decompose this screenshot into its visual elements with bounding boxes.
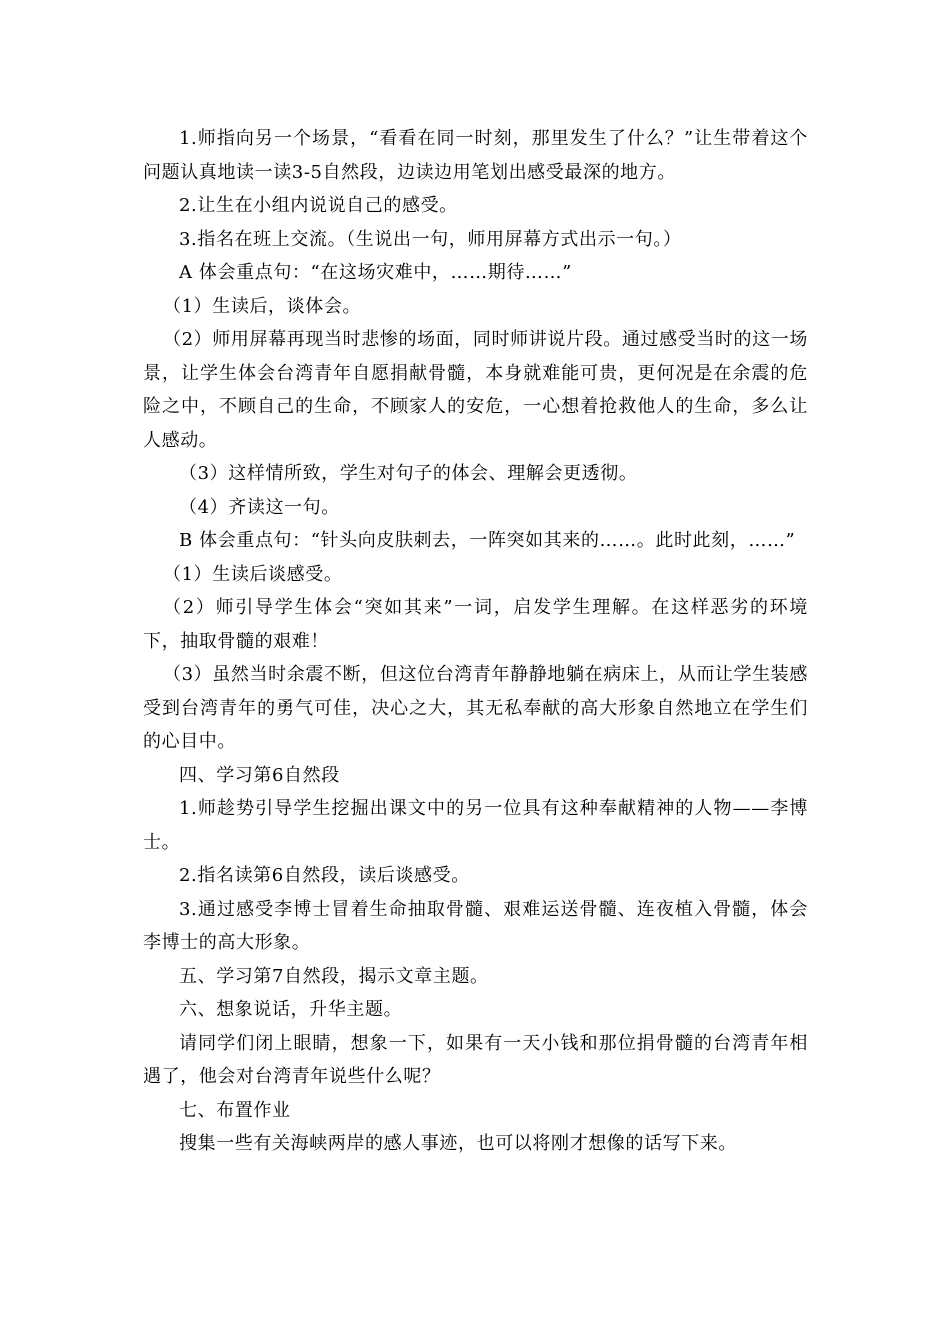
paragraph-21: 搜集一些有关海峡两岸的感人事迹，也可以将刚才想像的话写下来。 xyxy=(179,1133,737,1154)
section-heading-5: 五、学习第7自然段，揭示文章主题。 xyxy=(179,965,489,987)
paragraph-2: 2.让生在小组内说说自己的感受。 xyxy=(179,195,458,216)
paragraph-7: （3）这样情所致，学生对句子的体会、理解会更透彻。 xyxy=(179,463,638,484)
paragraph-6: （2）师用屏幕再现当时悲惨的场面，同时师讲说片段。通过感受当时的这一场景，让学生体会台湾青年自愿捐献骨髓，本身就难能可贵，更何况是在余震的危险之中，不顾自己的生命，不顾家人的安危，一心想着抢救他人的生命，多么让人感动。 xyxy=(143,329,808,451)
paragraph-1: 1.师指向另一个场景，“看看在同一时刻，那里发生了什么？”让生带着这个问题认真地读一读3-5自然段，边读边用笔划出感受最深的地方。 xyxy=(143,128,808,183)
paragraph-16: 3.通过感受李博士冒着生命抽取骨髓、艰难运送骨髓、连夜植入骨髓，体会李博士的高大形象。 xyxy=(143,898,808,953)
paragraph-3: 3.指名在班上交流。（生说出一句，师用屏幕方式出示一句。） xyxy=(179,228,682,250)
paragraph-19: 请同学们闭上眼睛，想象一下，如果有一天小钱和那位捐骨髓的台湾青年相遇了，他会对台湾青年说些什么呢？ xyxy=(143,1032,808,1087)
paragraph-9-key-sentence-b: B 体会重点句：“针头向皮肤刺去，一阵突如其来的……。此时此刻，……” xyxy=(179,530,796,551)
paragraph-11: （2）师引导学生体会“突如其来”一词，启发学生理解。在这样恶劣的环境下，抽取骨髓的艰难！ xyxy=(143,597,808,652)
paragraph-10: （1）生读后谈感受。 xyxy=(163,563,343,585)
section-heading-4: 四、学习第6自然段 xyxy=(179,764,340,786)
paragraph-8: （4）齐读这一句。 xyxy=(179,496,340,518)
paragraph-15: 2.指名读第6自然段，读后谈感受。 xyxy=(179,865,470,886)
section-heading-7: 七、布置作业 xyxy=(179,1099,291,1121)
paragraph-12: （3）虽然当时余震不断，但这位台湾青年静静地躺在病床上，从而让学生装感受到台湾青年的勇气可佳，决心之大，其无私奉献的高大形象自然地立在学生们的心目中。 xyxy=(143,664,808,752)
document-body xyxy=(143,122,808,1161)
paragraph-4-key-sentence-a: A 体会重点句：“在这场灾难中，……期待……” xyxy=(179,262,572,283)
paragraph-5: （1）生读后，谈体会。 xyxy=(163,295,362,317)
section-heading-6: 六、想象说话，升华主题。 xyxy=(179,999,403,1020)
paragraph-14: 1.师趁势引导学生挖掘出课文中的另一位具有这种奉献精神的人物——李博士。 xyxy=(143,798,808,853)
